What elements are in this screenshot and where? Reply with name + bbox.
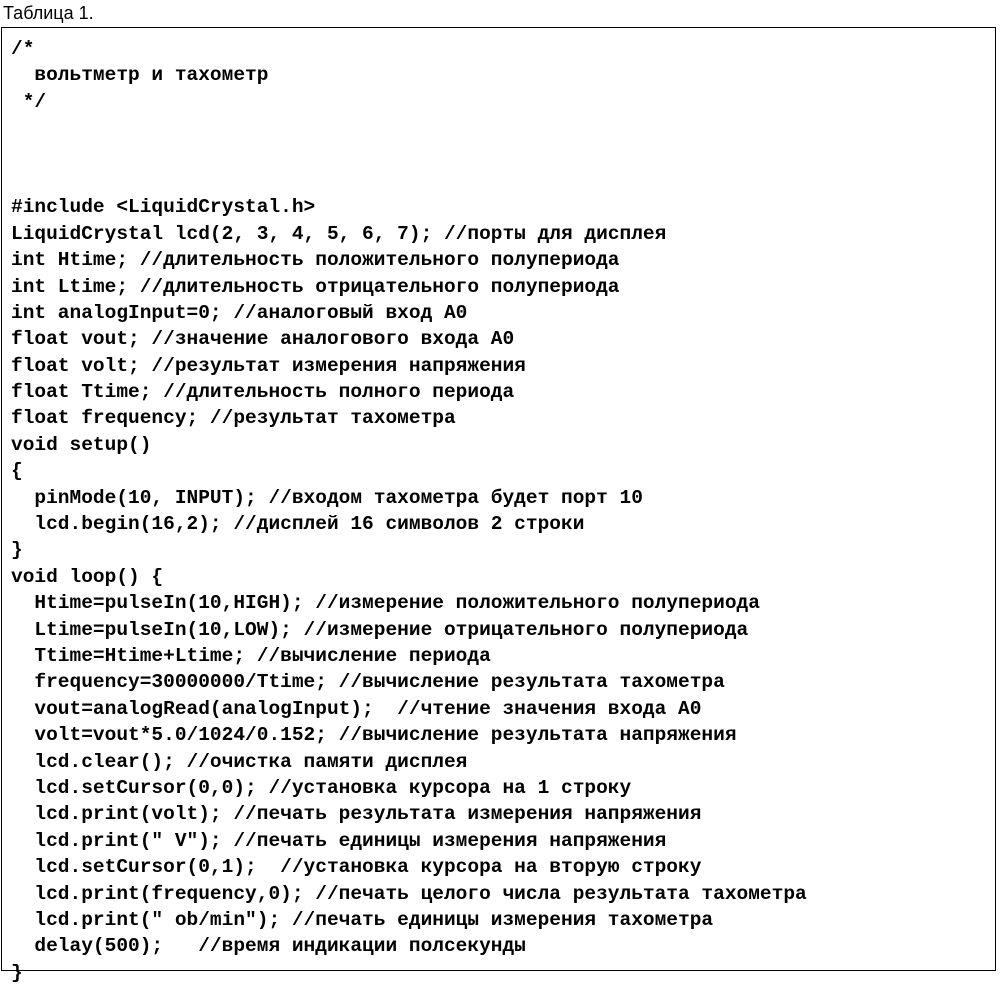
- code-line: int Ltime; //длительность отрицательного полупериода: [11, 275, 620, 298]
- code-line: #include <LiquidCrystal.h>: [11, 196, 316, 219]
- code-line: pinMode(10, INPUT); //входом тахометра будет порт 10: [11, 486, 643, 509]
- code-line: Ltime=pulseIn(10,LOW); //измерение отрицательного полупериода: [11, 618, 749, 641]
- code-line: int analogInput=0; //аналоговый вход A0: [11, 301, 468, 324]
- code-line: void setup(): [11, 433, 152, 456]
- code-line: lcd.clear(); //очистка памяти дисплея: [11, 750, 468, 773]
- code-line: lcd.setCursor(0,1); //установка курсора на вторую строку: [11, 856, 702, 879]
- code-line: LiquidCrystal lcd(2, 3, 4, 5, 6, 7); //порты для дисплея: [11, 222, 667, 245]
- code-line: lcd.print(volt); //печать результата измерения напряжения: [11, 803, 702, 826]
- code-line: float volt; //результат измерения напряжения: [11, 354, 526, 377]
- code-line: [11, 168, 807, 194]
- code-line: int Htime; //длительность положительного полупериода: [11, 249, 620, 272]
- code-line: vout=analogRead(analogInput); //чтение значения входа A0: [11, 697, 702, 720]
- table-caption: Таблица 1.: [3, 3, 94, 23]
- code-line: }: [11, 961, 23, 984]
- code-line: volt=vout*5.0/1024/0.152; //вычисление результата напряжения: [11, 724, 737, 747]
- code-line: Htime=pulseIn(10,HIGH); //измерение положительного полупериода: [11, 592, 760, 615]
- code-line: lcd.print(" ob/min"); //печать единицы измерения тахометра: [11, 908, 714, 931]
- code-line: [11, 115, 807, 141]
- code-line: }: [11, 539, 23, 562]
- code-line: delay(500); //время индикации полсекунды: [11, 935, 526, 958]
- code-line: lcd.begin(16,2); //дисплей 16 символов 2 строки: [11, 513, 585, 536]
- code-line: float vout; //значение аналогового входа A0: [11, 328, 515, 351]
- code-line: Ttime=Htime+Ltime; //вычисление периода: [11, 644, 491, 667]
- code-line: float Ttime; //длительность полного периода: [11, 381, 515, 404]
- code-line: lcd.print(" V"); //печать единицы измерения напряжения: [11, 829, 667, 852]
- code-line: void loop() {: [11, 565, 164, 588]
- code-line: lcd.print(frequency,0); //печать целого числа результата тахометра: [11, 882, 807, 905]
- code-line: [11, 142, 807, 168]
- code-line: /*: [11, 38, 35, 60]
- code-line: {: [11, 460, 23, 483]
- code-line: float frequency; //результат тахометра: [11, 407, 456, 430]
- code-listing: [11, 36, 807, 986]
- code-line: lcd.setCursor(0,0); //установка курсора на 1 строку: [11, 776, 632, 799]
- code-line: вольтметр и тахометр: [11, 64, 269, 87]
- code-line: */: [11, 90, 47, 113]
- code-line: frequency=30000000/Ttime; //вычисление результата тахометра: [11, 671, 725, 694]
